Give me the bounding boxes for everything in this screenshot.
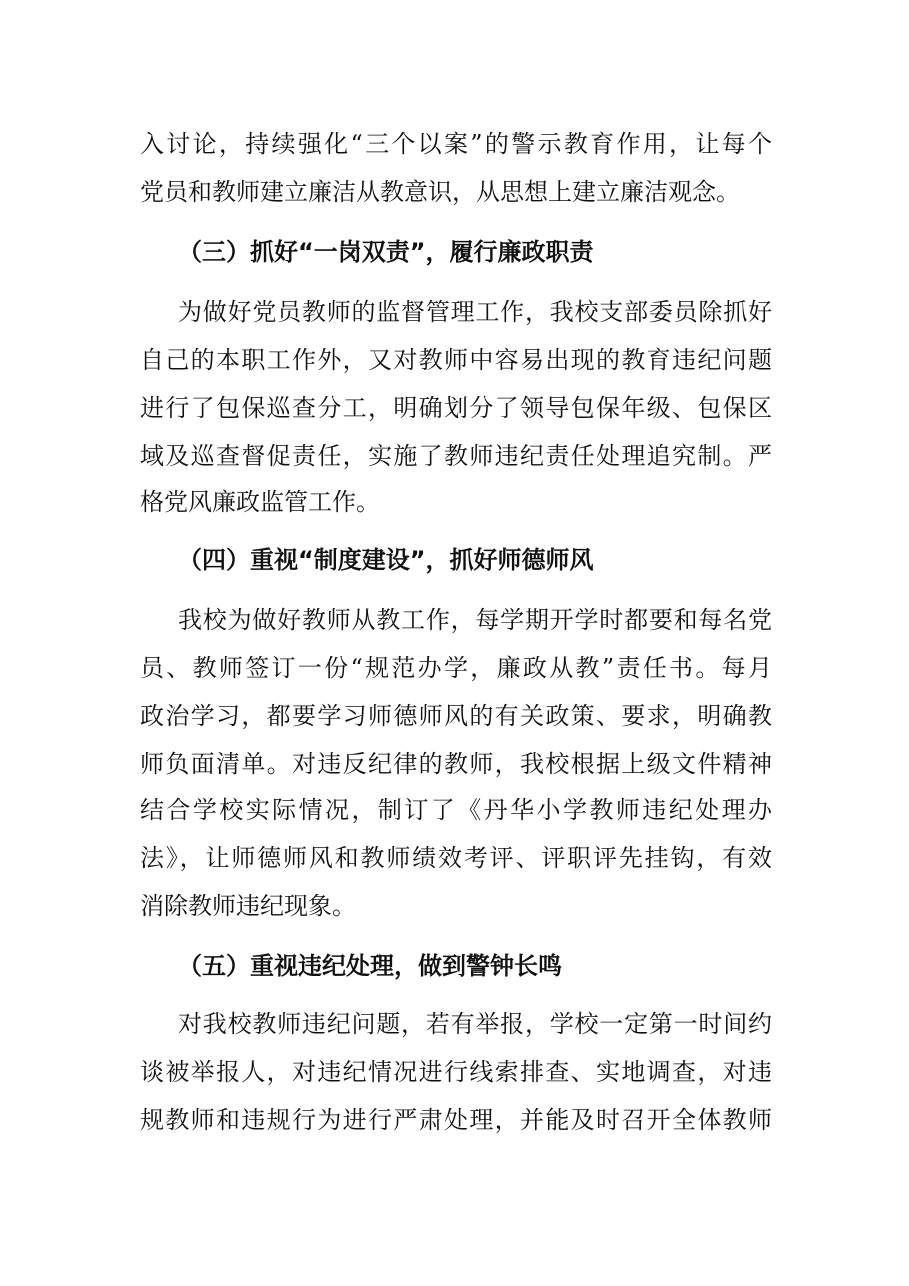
body-line: 师负面清单。对违反纪律的教师，我校根据上级文件精神 xyxy=(140,750,772,778)
section-heading-3: （三）抓好“一岗双责”，履行廉政职责 xyxy=(178,238,594,266)
body-line: 对我校教师违纪问题，若有举报，学校一定第一时间约 xyxy=(178,1010,772,1038)
body-line: 规教师和违规行为进行严肃处理，并能及时召开全体教师 xyxy=(140,1106,772,1134)
body-line: 为做好党员教师的监督管理工作，我校支部委员除抓好 xyxy=(178,298,772,326)
body-line: 自己的本职工作外，又对教师中容易出现的教育违纪问题 xyxy=(140,346,772,374)
body-line: 政治学习，都要学习师德师风的有关政策、要求，明确教 xyxy=(140,702,772,730)
section-heading-4: （四）重视“制度建设”，抓好师德师风 xyxy=(178,546,594,574)
section-heading-5: （五）重视违纪处理，做到警钟长鸣 xyxy=(178,952,562,980)
body-line: 域及巡查督促责任，实施了教师违纪责任处理追究制。严 xyxy=(140,442,772,470)
body-line: 结合学校实际情况，制订了《丹华小学教师违纪处理办 xyxy=(140,796,772,824)
body-line: 入讨论，持续强化“三个以案”的警示教育作用，让每个 xyxy=(140,130,772,158)
body-line: 法》，让师德师风和教师绩效考评、评职评先挂钩，有效 xyxy=(140,844,772,872)
body-line: 党员和教师建立廉洁从教意识，从思想上建立廉洁观念。 xyxy=(140,178,740,206)
body-line: 员、教师签订一份“规范办学，廉政从教”责任书。每月 xyxy=(140,654,772,682)
body-line: 格党风廉政监管工作。 xyxy=(140,488,380,516)
body-line: 消除教师违纪现象。 xyxy=(140,892,356,920)
body-line: 谈被举报人，对违纪情况进行线索排查、实地调查，对违 xyxy=(140,1058,772,1086)
body-line: 我校为做好教师从教工作，每学期开学时都要和每名党 xyxy=(178,606,772,634)
body-line: 进行了包保巡查分工，明确划分了领导包保年级、包保区 xyxy=(140,394,772,422)
